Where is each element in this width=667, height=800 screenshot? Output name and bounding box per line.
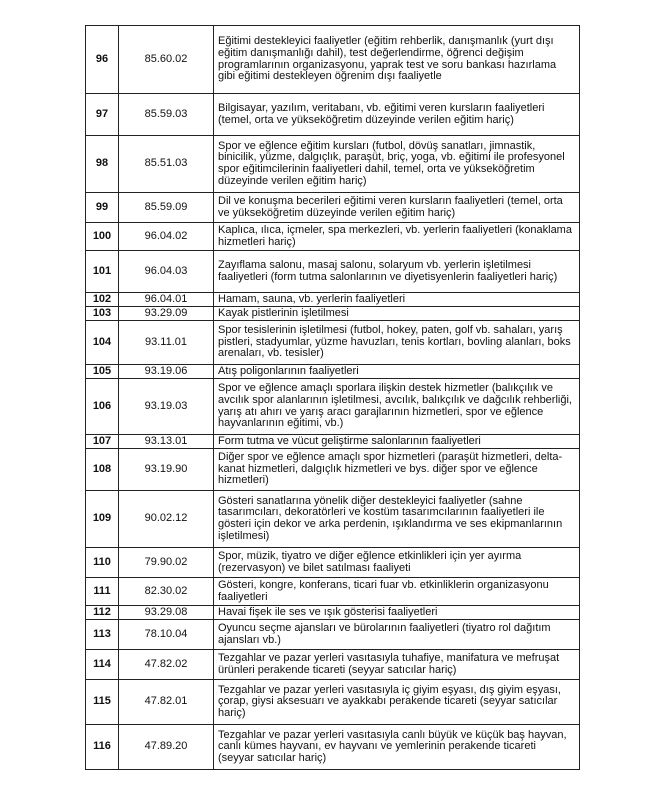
activity-code: 47.89.20: [119, 725, 214, 770]
activity-description: Eğitimi destekleyici faaliyetler (eğitim rehberlik, danışmanlık (yurt dışı eğitim danışmanlığı dahil), test değerlendirme, öğrenci değişim programlarının organizasyonu, yaprak test ve soru bankası hazırlama gibi eğitimi destekleyen öğrenim dışı faaliyetle: [214, 26, 580, 94]
activity-description: Hamam, sauna, vb. yerlerin faaliyetleri: [214, 293, 580, 307]
activity-description: Atış poligonlarının faaliyetleri: [214, 365, 580, 379]
activity-code: 96.04.03: [119, 251, 214, 293]
table-row: [86, 680, 580, 725]
activity-description: Bilgisayar, yazılım, veritabanı, vb. eğitimi veren kursların faaliyetleri (temel, orta ve yükseköğretim düzeyinde verilen eğitim hariç): [214, 94, 580, 136]
activity-code: 78.10.04: [119, 620, 214, 650]
table-row: [86, 379, 580, 435]
row-number: 97: [86, 94, 119, 136]
activity-code: 96.04.02: [119, 223, 214, 251]
row-number: 101: [86, 251, 119, 293]
activity-description: Spor, müzik, tiyatro ve diğer eğlence etkinlikleri için yer ayırma (rezervasyon) ve bilet satılması faaliyeti: [214, 548, 580, 578]
activity-description: Kayak pistlerinin işletilmesi: [214, 307, 580, 321]
row-number: 100: [86, 223, 119, 251]
activity-description: Kaplıca, ılıca, içmeler, spa merkezleri, vb. yerlerin faaliyetleri (konaklama hizmetleri hariç): [214, 223, 580, 251]
row-number: 105: [86, 365, 119, 379]
table-row: [86, 449, 580, 491]
row-number: 96: [86, 26, 119, 94]
activity-code: 93.29.09: [119, 307, 214, 321]
table-row: [86, 548, 580, 578]
row-number: 112: [86, 606, 119, 620]
table-row: [86, 435, 580, 449]
activity-description: Zayıflama salonu, masaj salonu, solaryum vb. yerlerin işletilmesi faaliyetleri (form tutma salonlarının ve diyetisyenlerin faaliyetleri hariç): [214, 251, 580, 293]
table-row: [86, 223, 580, 251]
activity-description: Tezgahlar ve pazar yerleri vasıtasıyla tuhafiye, manifatura ve mefruşat ürünleri perakende ticareti (seyyar satıcılar hariç): [214, 650, 580, 680]
activity-description: Havai fişek ile ses ve ışık gösterisi faaliyetleri: [214, 606, 580, 620]
table-row: [86, 725, 580, 770]
table-body: [86, 26, 580, 770]
row-number: 109: [86, 491, 119, 548]
activity-description: Tezgahlar ve pazar yerleri vasıtasıyla canlı büyük ve küçük baş hayvan, canlı kümes hayvanı, ev hayvanı ve yemlerinin perakende ticareti (seyyar satıcılar hariç): [214, 725, 580, 770]
row-number: 110: [86, 548, 119, 578]
activity-code: 96.04.01: [119, 293, 214, 307]
activity-code: 47.82.02: [119, 650, 214, 680]
table-row: [86, 136, 580, 193]
row-number: 106: [86, 379, 119, 435]
table-row: [86, 491, 580, 548]
activity-code-table: [85, 25, 580, 770]
activity-code: 79.90.02: [119, 548, 214, 578]
activity-code: 85.59.03: [119, 94, 214, 136]
table-row: [86, 650, 580, 680]
row-number: 102: [86, 293, 119, 307]
table-row: [86, 578, 580, 606]
row-number: 114: [86, 650, 119, 680]
activity-code: 85.51.03: [119, 136, 214, 193]
activity-description: Diğer spor ve eğlence amaçlı spor hizmetleri (paraşüt hizmetleri, delta-kanat hizmetleri, dalgıçlık hizmetleri ve bys. diğer spor ve eğlence hizmetleri): [214, 449, 580, 491]
activity-description: Form tutma ve vücut geliştirme salonlarının faaliyetleri: [214, 435, 580, 449]
table-row: [86, 251, 580, 293]
activity-description: Tezgahlar ve pazar yerleri vasıtasıyla iç giyim eşyası, dış giyim eşyası, çorap, giysi aksesuarı ve ayakkabı perakende ticareti (seyyar satıcılar hariç): [214, 680, 580, 725]
activity-description: Spor tesislerinin işletilmesi (futbol, hokey, paten, golf vb. sahaları, yarış pistleri, stadyumlar, yüzme havuzları, tenis kortları, bovling alanları, boks arenaları, vb. tesisler): [214, 321, 580, 365]
row-number: 108: [86, 449, 119, 491]
row-number: 104: [86, 321, 119, 365]
activity-code: 93.29.08: [119, 606, 214, 620]
activity-description: Spor ve eğlence eğitim kursları (futbol, dövüş sanatları, jimnastik, binicilik, yüzme, dalgıçlık, paraşüt, briç, yoga, vb. eğitimi ile profesyonel spor eğitimcilerinin faaliyetleri dahil, temel, orta ve yükseköğretim düzeyinde verilen eğitim hariç): [214, 136, 580, 193]
activity-code: 93.13.01: [119, 435, 214, 449]
table-row: [86, 307, 580, 321]
activity-code: 82.30.02: [119, 578, 214, 606]
activity-description: Gösteri sanatlarına yönelik diğer destekleyici faaliyetler (sahne tasarımcıları, dekoratörleri ve kostüm tasarımcılarının faaliyetleri ile gösteri için dekor ve arka perdenin, ışıklandırma ve ses ekipmanlarının işletilmesi): [214, 491, 580, 548]
row-number: 98: [86, 136, 119, 193]
activity-description: Dil ve konuşma becerileri eğitimi veren kursların faaliyetleri (temel, orta ve yükseköğretim düzeyinde verilen eğitim hariç): [214, 193, 580, 223]
activity-description: Gösteri, kongre, konferans, ticari fuar vb. etkinliklerin organizasyonu faaliyetleri: [214, 578, 580, 606]
activity-code: 90.02.12: [119, 491, 214, 548]
row-number: 103: [86, 307, 119, 321]
table-row: [86, 365, 580, 379]
activity-description: Oyuncu seçme ajansları ve bürolarının faaliyetleri (tiyatro rol dağıtım ajansları vb.): [214, 620, 580, 650]
table-row: [86, 26, 580, 94]
activity-code: 85.60.02: [119, 26, 214, 94]
activity-code: 93.19.90: [119, 449, 214, 491]
table-row: [86, 606, 580, 620]
activity-description: Spor ve eğlence amaçlı sporlara ilişkin destek hizmetler (balıkçılık ve avcılık spor alanlarının işletilmesi, avcılık, balıkçılık ve dağcılık rehberliği, yarış atı ahırı ve yarış aracı garajlarının hizmetleri, spor ve eğlence hayvanlarının eğitimi, vb.): [214, 379, 580, 435]
table-row: [86, 193, 580, 223]
row-number: 116: [86, 725, 119, 770]
activity-code: 85.59.09: [119, 193, 214, 223]
activity-code: 93.11.01: [119, 321, 214, 365]
table-row: [86, 321, 580, 365]
row-number: 113: [86, 620, 119, 650]
table-row: [86, 94, 580, 136]
activity-code: 93.19.03: [119, 379, 214, 435]
table-row: [86, 293, 580, 307]
row-number: 99: [86, 193, 119, 223]
table-row: [86, 620, 580, 650]
row-number: 111: [86, 578, 119, 606]
activity-code: 93.19.06: [119, 365, 214, 379]
row-number: 107: [86, 435, 119, 449]
activity-code: 47.82.01: [119, 680, 214, 725]
row-number: 115: [86, 680, 119, 725]
